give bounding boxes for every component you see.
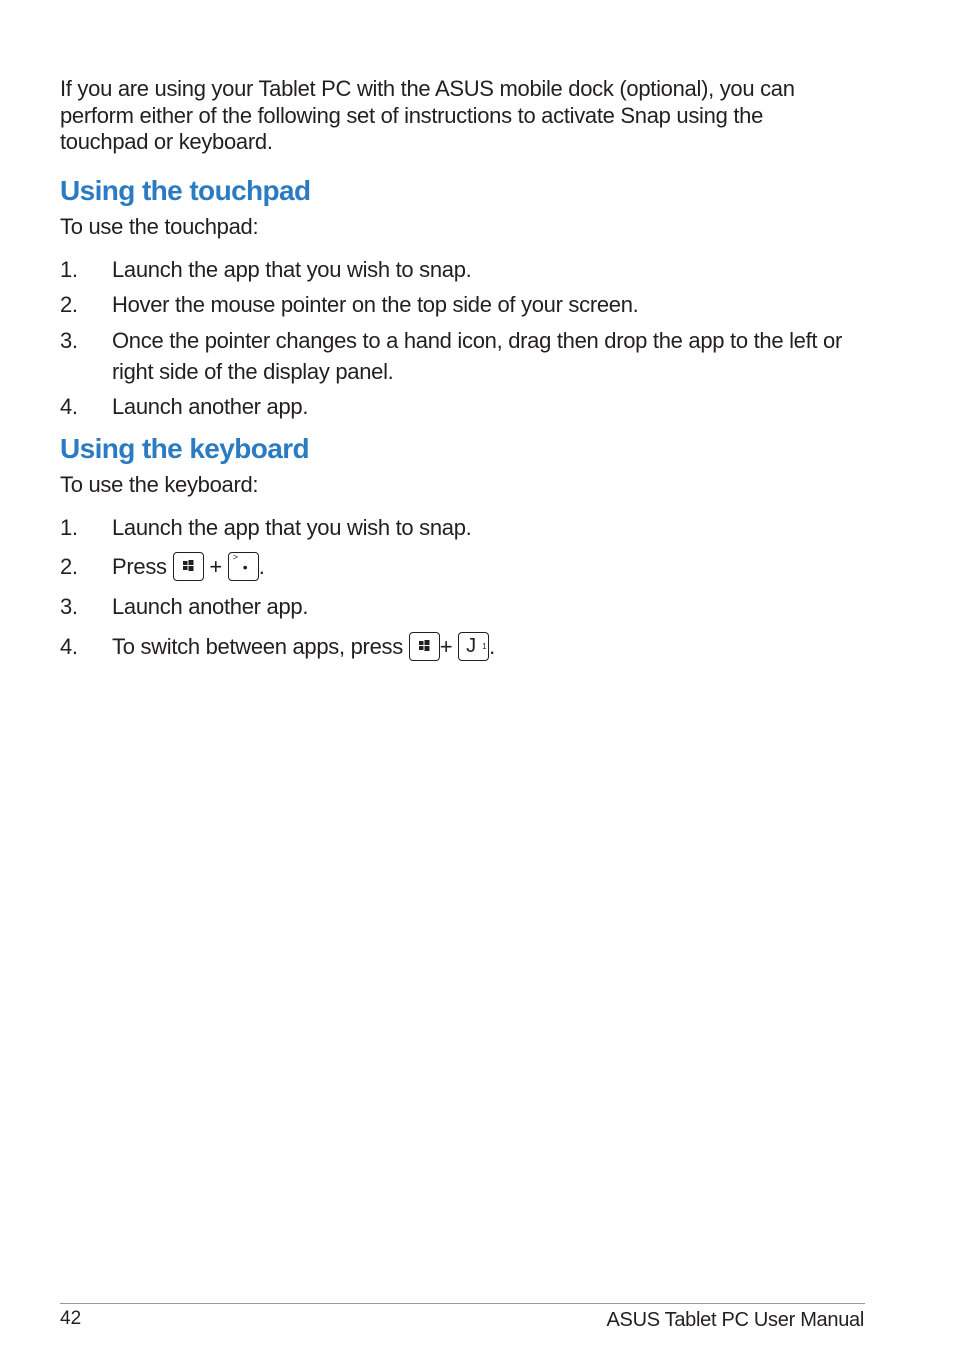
windows-key-icon — [409, 632, 440, 661]
touchpad-lead: To use the touchpad: — [60, 214, 259, 239]
step-text: Once the pointer changes to a hand icon, drag then drop the app to the left or right side of the display panel. — [112, 328, 843, 384]
period: . — [258, 554, 265, 579]
intro-paragraph: If you are using your Tablet PC with the ASUS mobile dock (optional), you can perform either of the following set of instructions to activate Snap using the touchpad or keyboard. — [60, 76, 795, 154]
plus-sign: + — [439, 634, 453, 659]
step-text: Launch the app that you wish to snap. — [112, 515, 472, 540]
key-small-digit: 1 — [482, 641, 487, 651]
plus-sign: + — [209, 554, 222, 579]
step-text: Launch the app that you wish to snap. — [112, 257, 472, 282]
step-text: Launch another app. — [112, 594, 309, 619]
step-number: 2. — [60, 292, 78, 317]
step-text — [112, 551, 857, 582]
step-text — [112, 631, 857, 662]
page-number: 42 — [60, 1308, 82, 1329]
key-main-symbol: • — [242, 558, 248, 575]
period: . — [489, 634, 495, 659]
step-number: 3. — [60, 328, 78, 353]
keyboard-heading: Using the keyboard — [60, 433, 310, 464]
footer-divider — [60, 1303, 865, 1304]
windows-key-icon — [173, 552, 204, 581]
manual-title: ASUS Tablet PC User Manual — [606, 1309, 864, 1331]
switch-label: To switch between apps, press — [112, 634, 403, 659]
step-number: 3. — [60, 594, 78, 619]
step-text: Hover the mouse pointer on the top side of your screen. — [112, 292, 639, 317]
keyboard-lead: To use the keyboard: — [60, 472, 259, 497]
touchpad-heading: Using the touchpad — [60, 175, 311, 206]
key-top-symbol: > — [232, 551, 238, 562]
step-number: 1. — [60, 515, 78, 540]
j-key-icon — [458, 632, 489, 661]
step-number: 2. — [60, 554, 78, 579]
step-number: 1. — [60, 257, 78, 282]
step-text: Launch another app. — [112, 394, 309, 419]
period-key-icon — [228, 552, 259, 581]
key-main-letter: J — [466, 634, 476, 657]
press-label: Press — [112, 554, 167, 579]
step-number: 4. — [60, 394, 78, 419]
step-number: 4. — [60, 634, 78, 659]
